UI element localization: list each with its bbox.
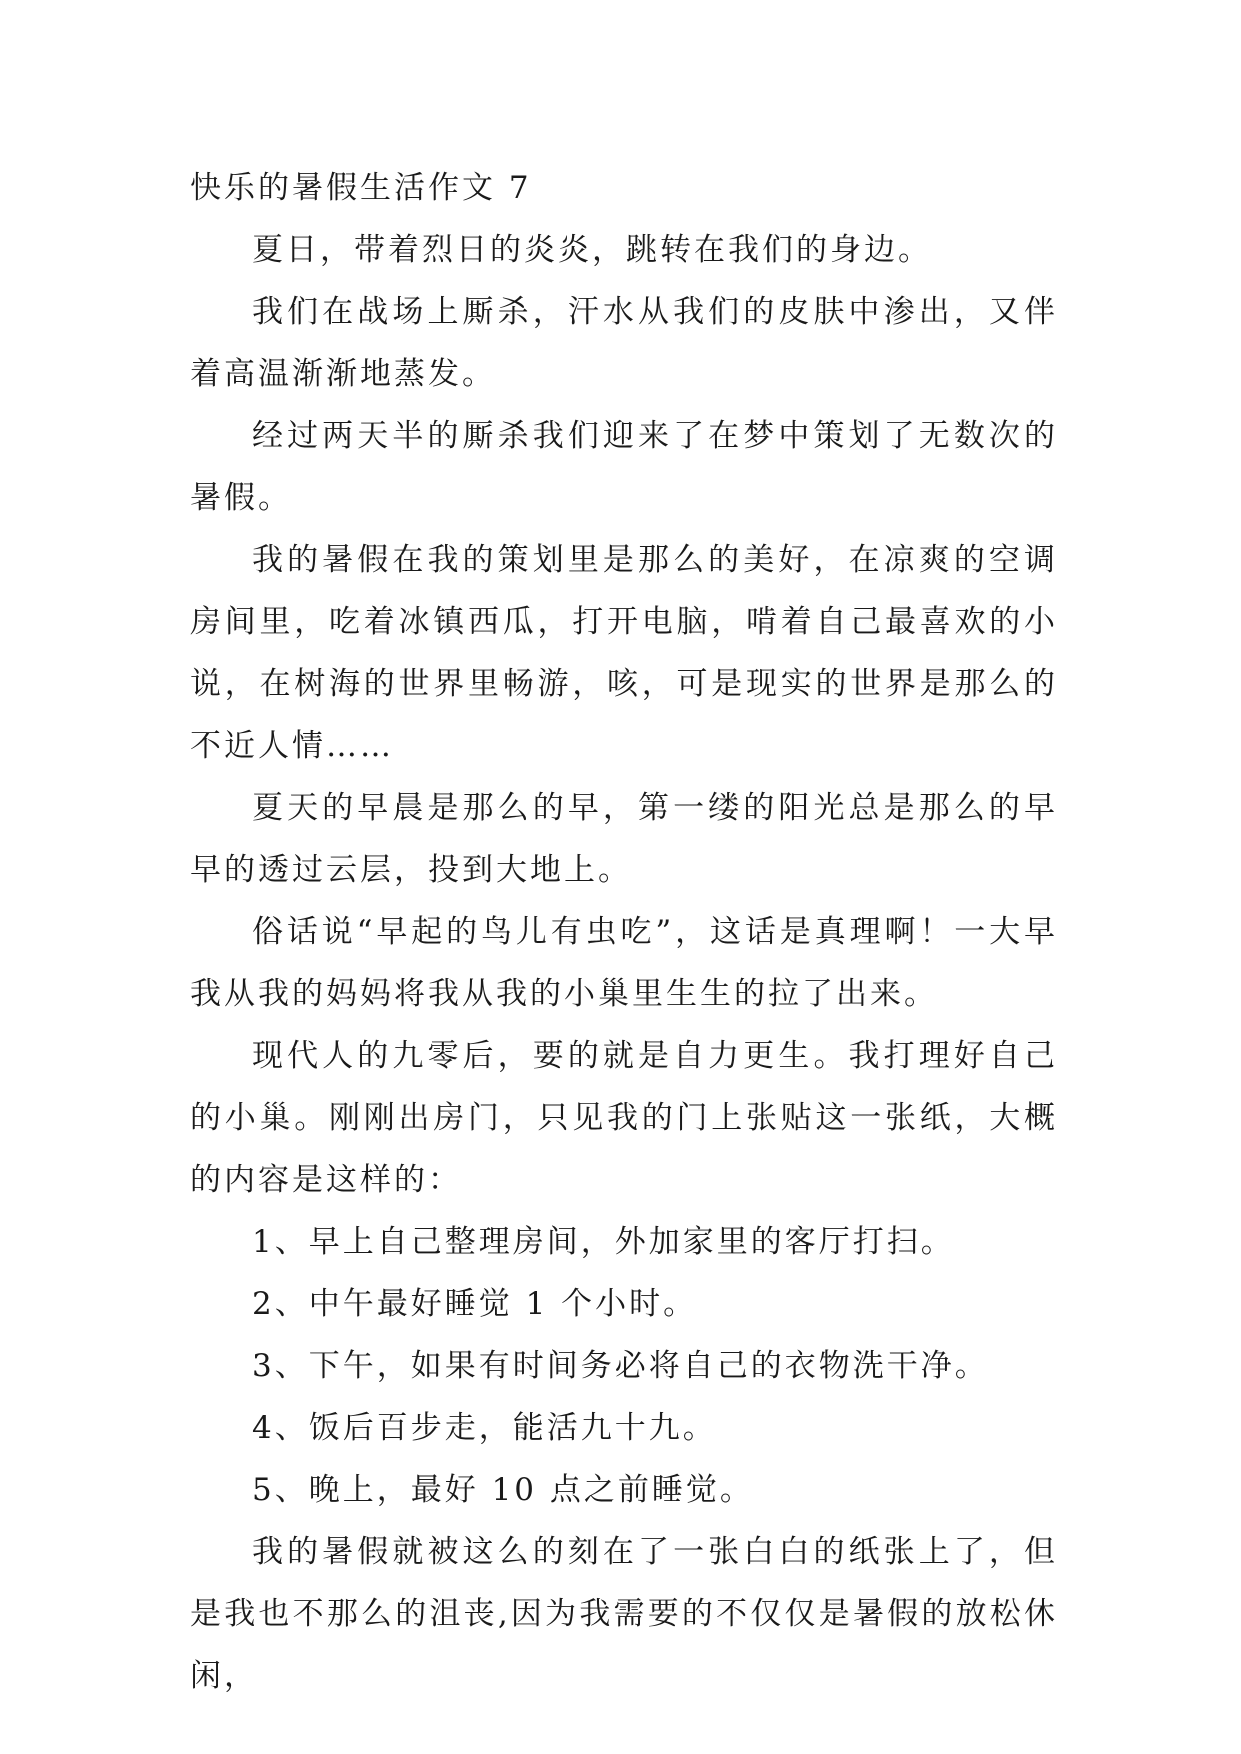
- list-item-rule-3: 3、下午，如果有时间务必将自己的衣物洗干净。: [252, 1348, 989, 1384]
- document-body: [190, 157, 1058, 1707]
- paragraph: 我的暑假就被这么的刻在了一张白白的纸张上了，但是我也不那么的沮丧,因为我需要的不仅仅是暑假的放松休闲，: [190, 1534, 1058, 1694]
- paragraph: 我们在战场上厮杀，汗水从我们的皮肤中渗出，又伴着高温渐渐地蒸发。: [190, 294, 1058, 392]
- paragraph: 我的暑假在我的策划里是那么的美好，在凉爽的空调房间里，吃着冰镇西瓜，打开电脑，啃着自己最喜欢的小说，在树海的世界里畅游，咳，可是现实的世界是那么的不近人情……: [190, 542, 1058, 764]
- list-item-rule-1: 1、早上自己整理房间，外加家里的客厅打扫。: [252, 1224, 955, 1260]
- list-item-rule-5: 5、晚上，最好 10 点之前睡觉。: [252, 1472, 754, 1508]
- paragraph: 夏天的早晨是那么的早，第一缕的阳光总是那么的早早的透过云层，投到大地上。: [190, 790, 1058, 888]
- paragraph: 经过两天半的厮杀我们迎来了在梦中策划了无数次的暑假。: [190, 418, 1058, 516]
- paragraph: 夏日，带着烈日的炎炎，跳转在我们的身边。: [252, 232, 932, 268]
- paragraph: 现代人的九零后，要的就是自力更生。我打理好自己的小巢。刚刚出房门，只见我的门上张贴这一张纸，大概的内容是这样的：: [190, 1038, 1058, 1198]
- list-item-rule-4: 4、饭后百步走，能活九十九。: [252, 1410, 717, 1446]
- paragraph: 俗话说“早起的鸟儿有虫吃”，这话是真理啊！一大早我从我的妈妈将我从我的小巢里生生的拉了出来。: [190, 914, 1058, 1012]
- document-title: 快乐的暑假生活作文 7: [190, 170, 532, 206]
- list-item-rule-2: 2、中午最好睡觉 1 个小时。: [252, 1286, 698, 1322]
